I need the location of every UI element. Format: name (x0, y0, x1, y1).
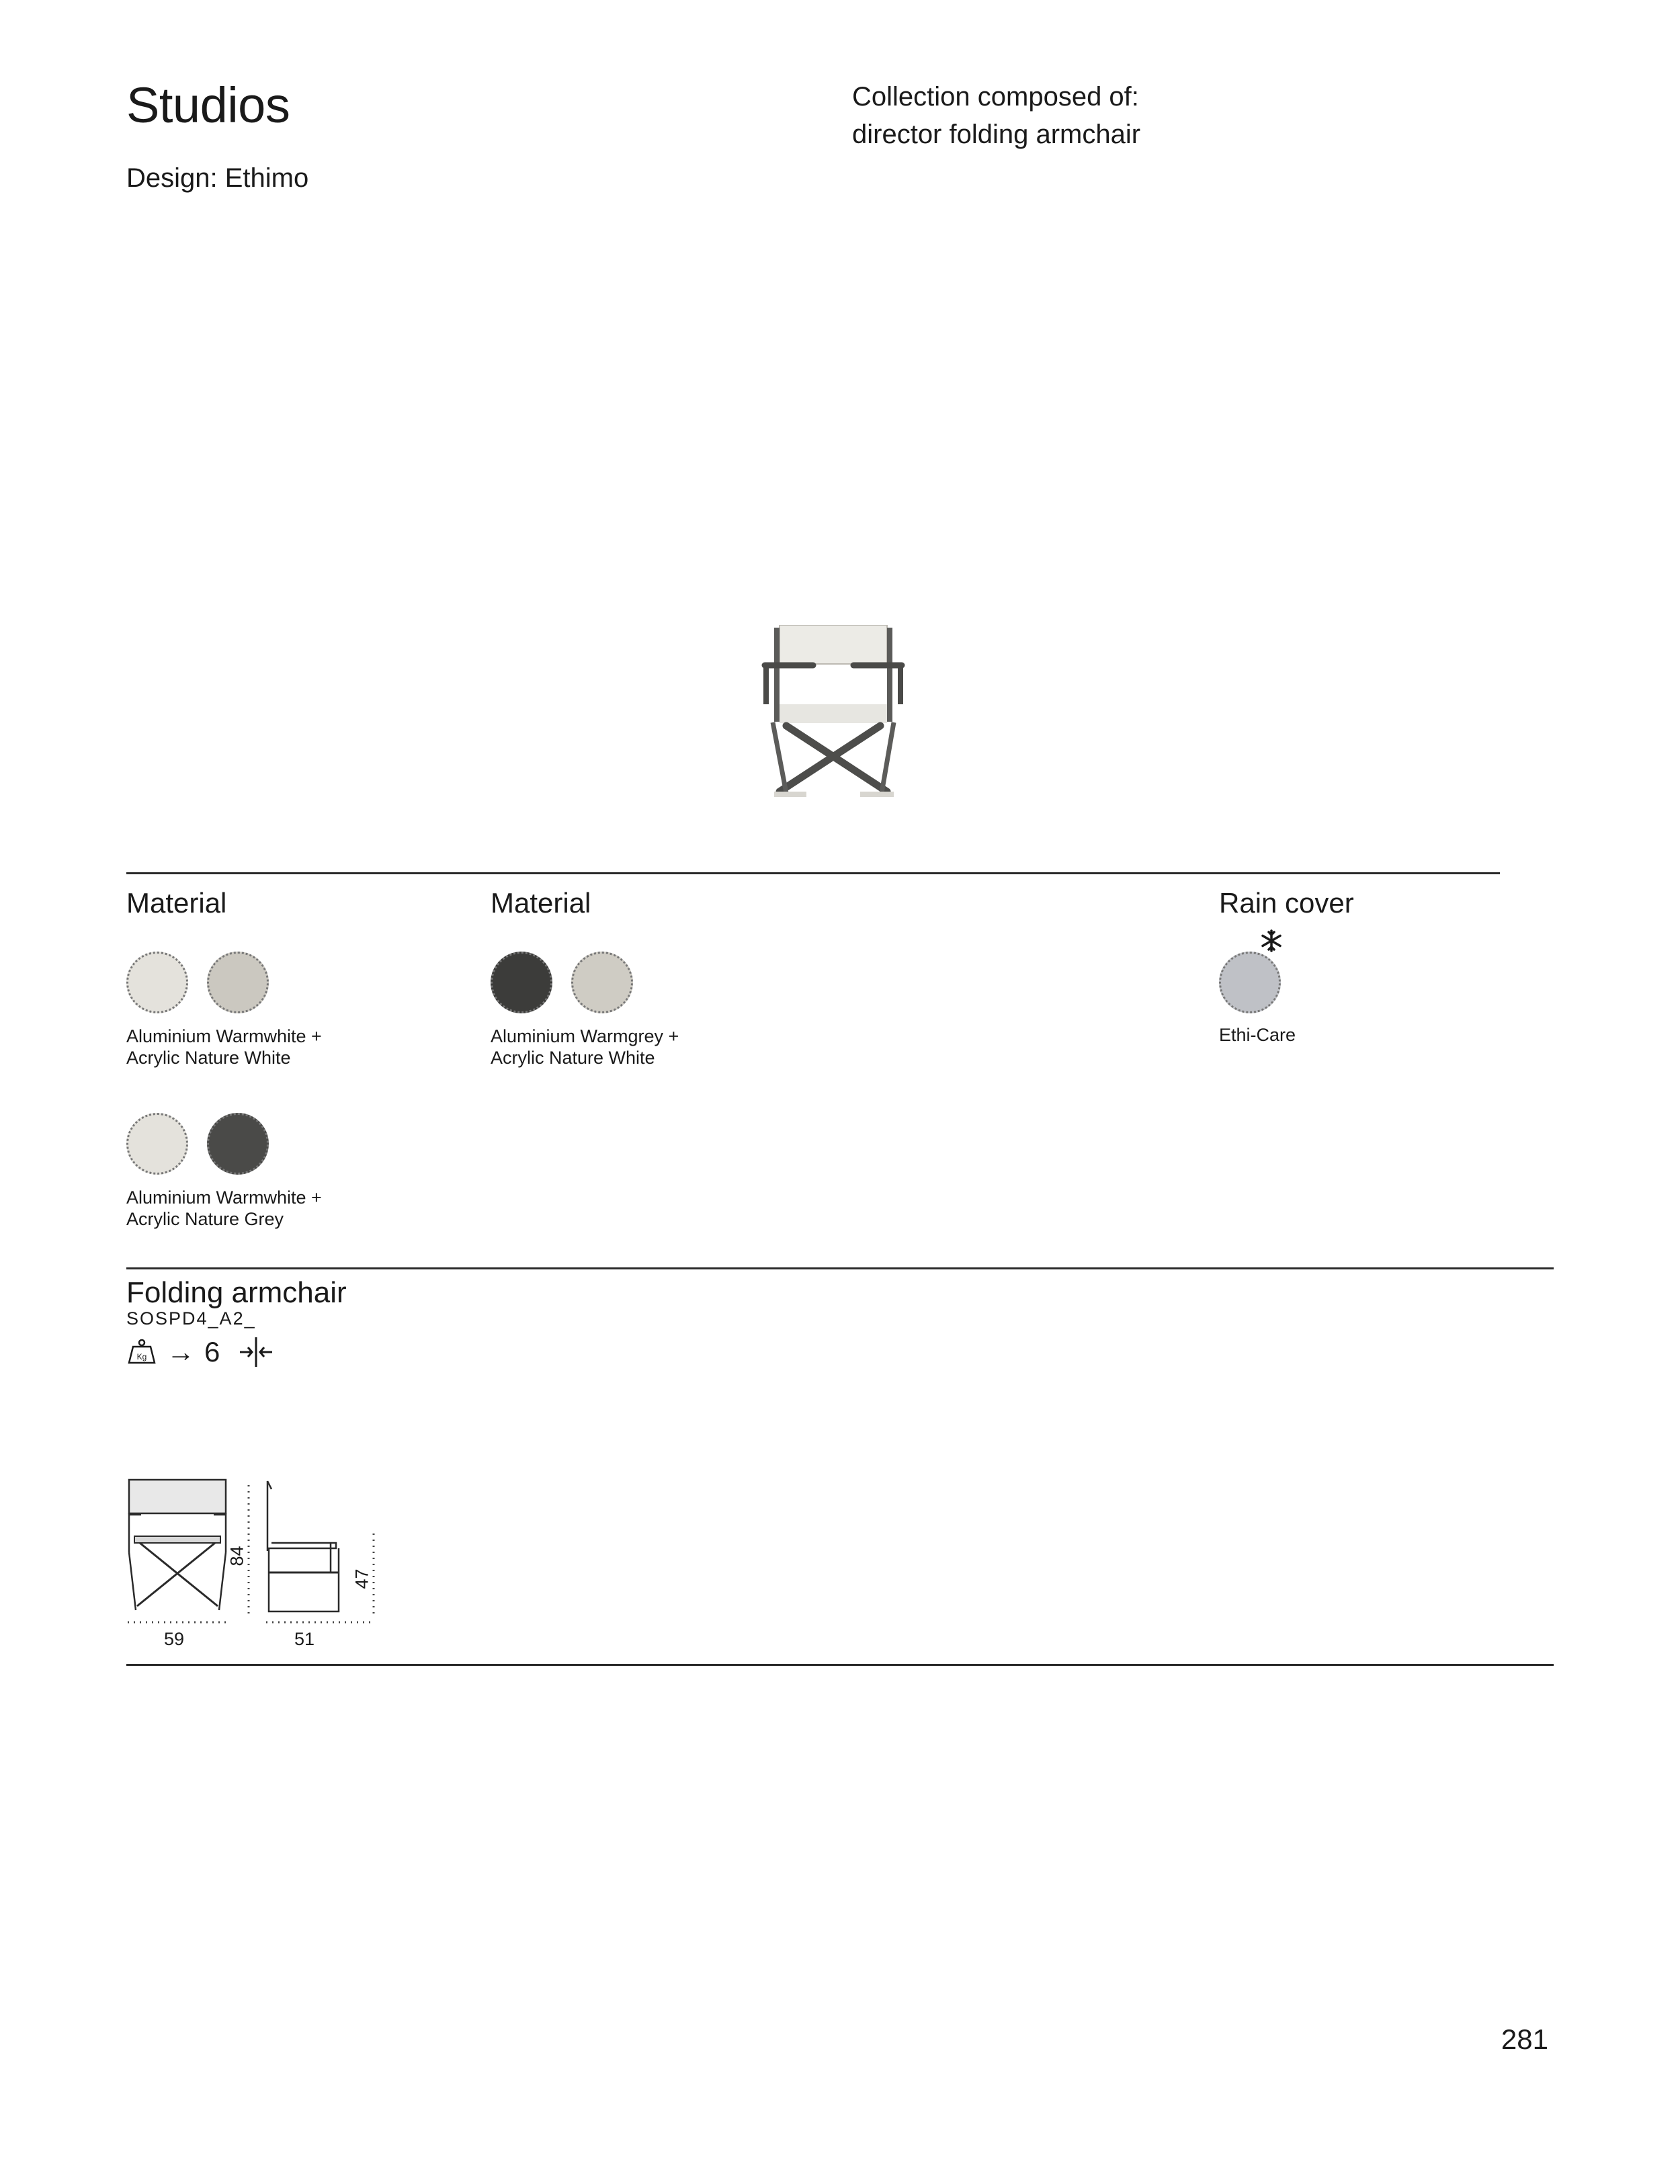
color-swatch-acrylic-nature-white[interactable] (571, 952, 633, 1013)
designer-credit: Design: Ethimo (126, 163, 309, 193)
material-heading: Material (126, 887, 227, 919)
materials-divider (126, 872, 1500, 874)
label-line: Aluminium Warmgrey + (491, 1026, 679, 1046)
material-heading: Material (491, 887, 591, 919)
color-swatch-aluminium-warmgrey[interactable] (491, 952, 552, 1013)
color-swatch-acrylic-nature-grey[interactable] (207, 1113, 269, 1175)
collection-description (852, 78, 1140, 153)
arrow-right-icon: → (167, 1336, 195, 1368)
weight-value: 6 (204, 1336, 220, 1368)
material-option-swatches (491, 952, 633, 1013)
rain-cover-label: Ethi-Care (1219, 1025, 1296, 1045)
label-line: Acrylic Nature White (491, 1048, 655, 1068)
product-title: Folding armchair (126, 1276, 347, 1309)
dimension-height: 84 (226, 1546, 247, 1566)
weight-kg-icon (126, 1339, 157, 1366)
label-line: Aluminium Warmwhite + (126, 1187, 322, 1208)
snowflake-icon (1259, 929, 1284, 953)
collection-line: director folding armchair (852, 120, 1141, 149)
label-line: Acrylic Nature White (126, 1048, 291, 1068)
page-title: Studios (126, 77, 290, 133)
front-view-drawing (125, 1478, 230, 1626)
material-option-label (126, 1025, 322, 1068)
bottom-divider (126, 1664, 1554, 1666)
fold-compress-icon (237, 1336, 275, 1368)
color-swatch-ethi-care[interactable] (1219, 952, 1281, 1013)
page-number: 281 (1501, 2023, 1548, 2055)
material-option-label (491, 1025, 679, 1068)
weight-info (126, 1336, 275, 1368)
material-option-label (126, 1187, 322, 1230)
material-option-swatches (126, 1113, 269, 1175)
dimension-seat-height: 47 (351, 1568, 372, 1589)
material-option-swatches (126, 952, 269, 1013)
dimension-depth: 51 (294, 1629, 315, 1649)
armchair-product-image (759, 625, 907, 800)
side-view-drawing (242, 1478, 376, 1626)
product-divider (126, 1267, 1554, 1269)
collection-line: Collection composed of: (852, 82, 1139, 112)
color-swatch-acrylic-nature-white[interactable] (207, 952, 269, 1013)
rain-cover-heading: Rain cover (1219, 887, 1354, 919)
product-code: SOSPD4_A2_ (126, 1308, 256, 1329)
dimension-width: 59 (164, 1629, 185, 1649)
label-line: Acrylic Nature Grey (126, 1209, 284, 1229)
label-line: Aluminium Warmwhite + (126, 1026, 322, 1046)
svg-text:Kg: Kg (136, 1352, 147, 1361)
color-swatch-aluminium-warmwhite[interactable] (126, 952, 188, 1013)
color-swatch-aluminium-warmwhite[interactable] (126, 1113, 188, 1175)
